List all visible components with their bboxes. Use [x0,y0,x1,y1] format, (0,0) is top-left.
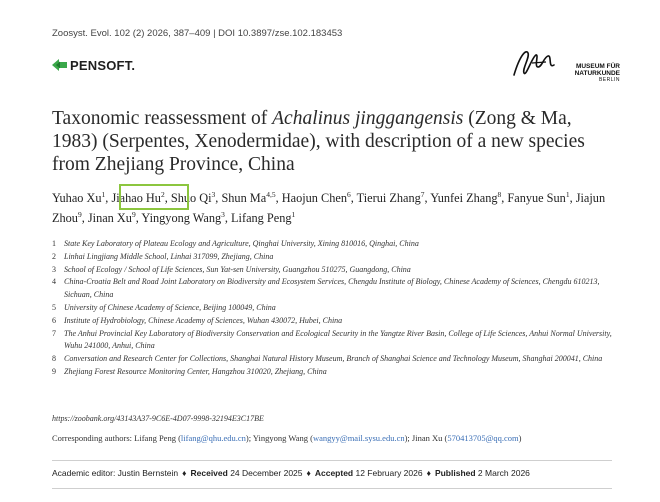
affiliation-text: Zhejiang Forest Resource Monitoring Center, Hangzhou 310020, Zhejiang, China [64,366,327,376]
email-link[interactable]: wangyy@mail.sysu.edu.cn [312,433,405,443]
museum-line-1: MUSEUM FÜR [575,63,620,70]
corresp-a2: ); Yingyong Wang ( [245,433,313,443]
museum-logo[interactable] [512,45,622,87]
editor-dates-line [52,468,530,478]
affiliation-text: University of Chinese Academy of Science, Beijing 100049, China [64,302,276,312]
author-name[interactable]: Haojun Chen [281,191,347,205]
corresp-a1: Lifang Peng ( [134,433,181,443]
diamond-icon: ♦ [182,468,187,478]
affiliation-item [52,315,612,328]
affiliation-number: 6 [52,315,56,325]
divider-bottom [52,488,612,489]
author-affiliation-number: 1 [291,210,296,219]
author-affiliation-number: 1 [565,190,570,199]
published-date: 2 March 2026 [475,468,530,478]
article-title [52,107,612,176]
affiliation-text: State Key Laboratory of Plateau Ecology and Agriculture, Qinghai University, Xining 810016, Qinghai, China [64,239,419,248]
diamond-icon: ♦ [306,468,311,478]
author-affiliation-number: 1 [101,190,106,199]
affiliation-item [52,264,612,277]
author-name[interactable]: Jinan Xu [87,211,132,225]
diamond-icon: ♦ [426,468,431,478]
museum-line-2: NATURKUNDE [574,70,620,77]
journal-citation: Zoosyst. Evol. 102 (2) 2026, 387–409 | DOI 10.3897/zse.102.183453 [52,28,343,39]
author-list: Yuhao Xu$^1$, Jiahao Hu$^2$, Shuo Qi$^3$, Shun Ma$^{4,5}$, Haojun Chen$^6$, Tierui Zhang$^7$, Yunfei Zhang$^8$, Fanyue Sun$^1$, Jiajun Zhou$^9$, Jinan Xu$^9$, Yingyong Wang$^3$, Lifang Peng$^1$ [52,190,606,225]
affiliation-number: 3 [52,264,56,274]
author-name[interactable]: Fanyue Sun [507,191,566,205]
author-affiliation-number: 9 [131,210,136,219]
corresp-end: ) [518,433,522,443]
museum-name [552,63,620,84]
affiliation-item [52,366,612,379]
affiliation-number: 2 [52,251,56,261]
affiliation-text: China-Croatia Belt and Road Joint Laboratory on Biodiversity and Ecosystem Services, Chengdu Institute of Biology, Chinese Academy of Sciences, Chengdu 610213, Sichuan, China [64,277,600,300]
title-part-1: Taxonomic reassessment of [52,108,273,129]
author-affiliation-number: 4,5 [266,190,276,199]
affiliation-number: 7 [52,328,56,338]
accepted-label: Accepted [314,468,354,478]
corresp-label: Corresponding authors: [52,433,135,443]
published-label: Published [434,468,476,478]
affiliation-number: 5 [52,302,56,312]
museum-line-3: BERLIN [598,77,620,83]
author-affiliation-number: 9 [77,210,82,219]
author-affiliation-number: 2 [160,190,165,199]
received-label: Received [190,468,228,478]
affiliation-item [52,276,612,302]
affiliation-item [52,238,612,251]
affiliation-text: School of Ecology / School of Life Sciences, Sun Yat-sen University, Guangzhou 510275, Guangdong, China [64,264,411,274]
affiliation-item [52,328,612,354]
author-affiliation-number: 8 [497,190,502,199]
pensoft-wordmark: PENSOFT. [70,57,136,73]
title-species: Achalinus jinggangensis [272,108,464,129]
affiliation-text: Institute of Hydrobiology, Chinese Academy of Sciences, Wuhan 430072, Hubei, China [64,315,343,325]
author-affiliation-number: 3 [211,190,216,199]
title-part-2: (Zong & Ma, 1983) (Serpentes, Xenodermidae), with description of a new species from Zhejiang Province, China [52,108,585,175]
affiliation-item [52,251,612,264]
affiliation-item [52,353,612,366]
divider-top [52,460,612,461]
email-link[interactable]: 570413705@qq.com [447,433,519,443]
accepted-date: 12 February 2026 [353,468,423,478]
author-name[interactable]: Jiajun Zhou [52,191,606,225]
author-name[interactable]: Jiahao Hu [111,191,161,205]
academic-editor: Academic editor: Justin Bernstein [52,468,179,478]
affiliation-number: 8 [52,354,56,364]
author-name[interactable]: Lifang Peng [231,211,292,225]
pensoft-logo[interactable] [52,56,135,74]
corresponding-authors [52,433,612,443]
affiliation-number: 4 [52,277,56,287]
author-affiliation-number: 6 [346,190,351,199]
author-affiliation-number: 3 [221,210,225,219]
author-name[interactable]: Shuo Qi [170,191,212,205]
author-name[interactable]: Shun Ma [221,191,267,205]
affiliation-item [52,302,612,315]
affiliation-number: 9 [52,366,56,376]
received-date: 24 December 2025 [227,468,303,478]
affiliation-list [52,238,612,379]
author-name[interactable]: Yunfei Zhang [430,191,498,205]
author-affiliation-number: 7 [420,190,425,199]
author-name[interactable]: Yuhao Xu [52,191,102,205]
zoobank-link[interactable]: https://zoobank.org/43143A37-9C6E-4D07-9998-32194E3C17BE [52,414,264,423]
affiliation-number: 1 [52,239,56,248]
email-link[interactable]: lifang@qhu.edu.cn [180,433,246,443]
author-name[interactable]: Yingyong Wang [141,211,222,225]
corresp-a3: ); Jinan Xu ( [404,433,448,443]
affiliation-text: The Anhui Provincial Key Laboratory of Biodiversity Conservation and Ecological Security in the Yangtze River Basin, College of Life Sciences, Anhui Normal University, Wuhu 241000, Anhui, China [64,328,612,351]
affiliation-text: Conversation and Research Center for Collections, Shanghai Natural History Museum, Branch of Shanghai Science and Technology Museum, Shanghai 200041, China [64,354,603,364]
pensoft-mark-icon [52,58,68,72]
affiliation-text: Linhai Lingjiang Middle School, Linhai 317099, Zhejiang, China [64,251,274,261]
author-name[interactable]: Tierui Zhang [356,191,421,205]
